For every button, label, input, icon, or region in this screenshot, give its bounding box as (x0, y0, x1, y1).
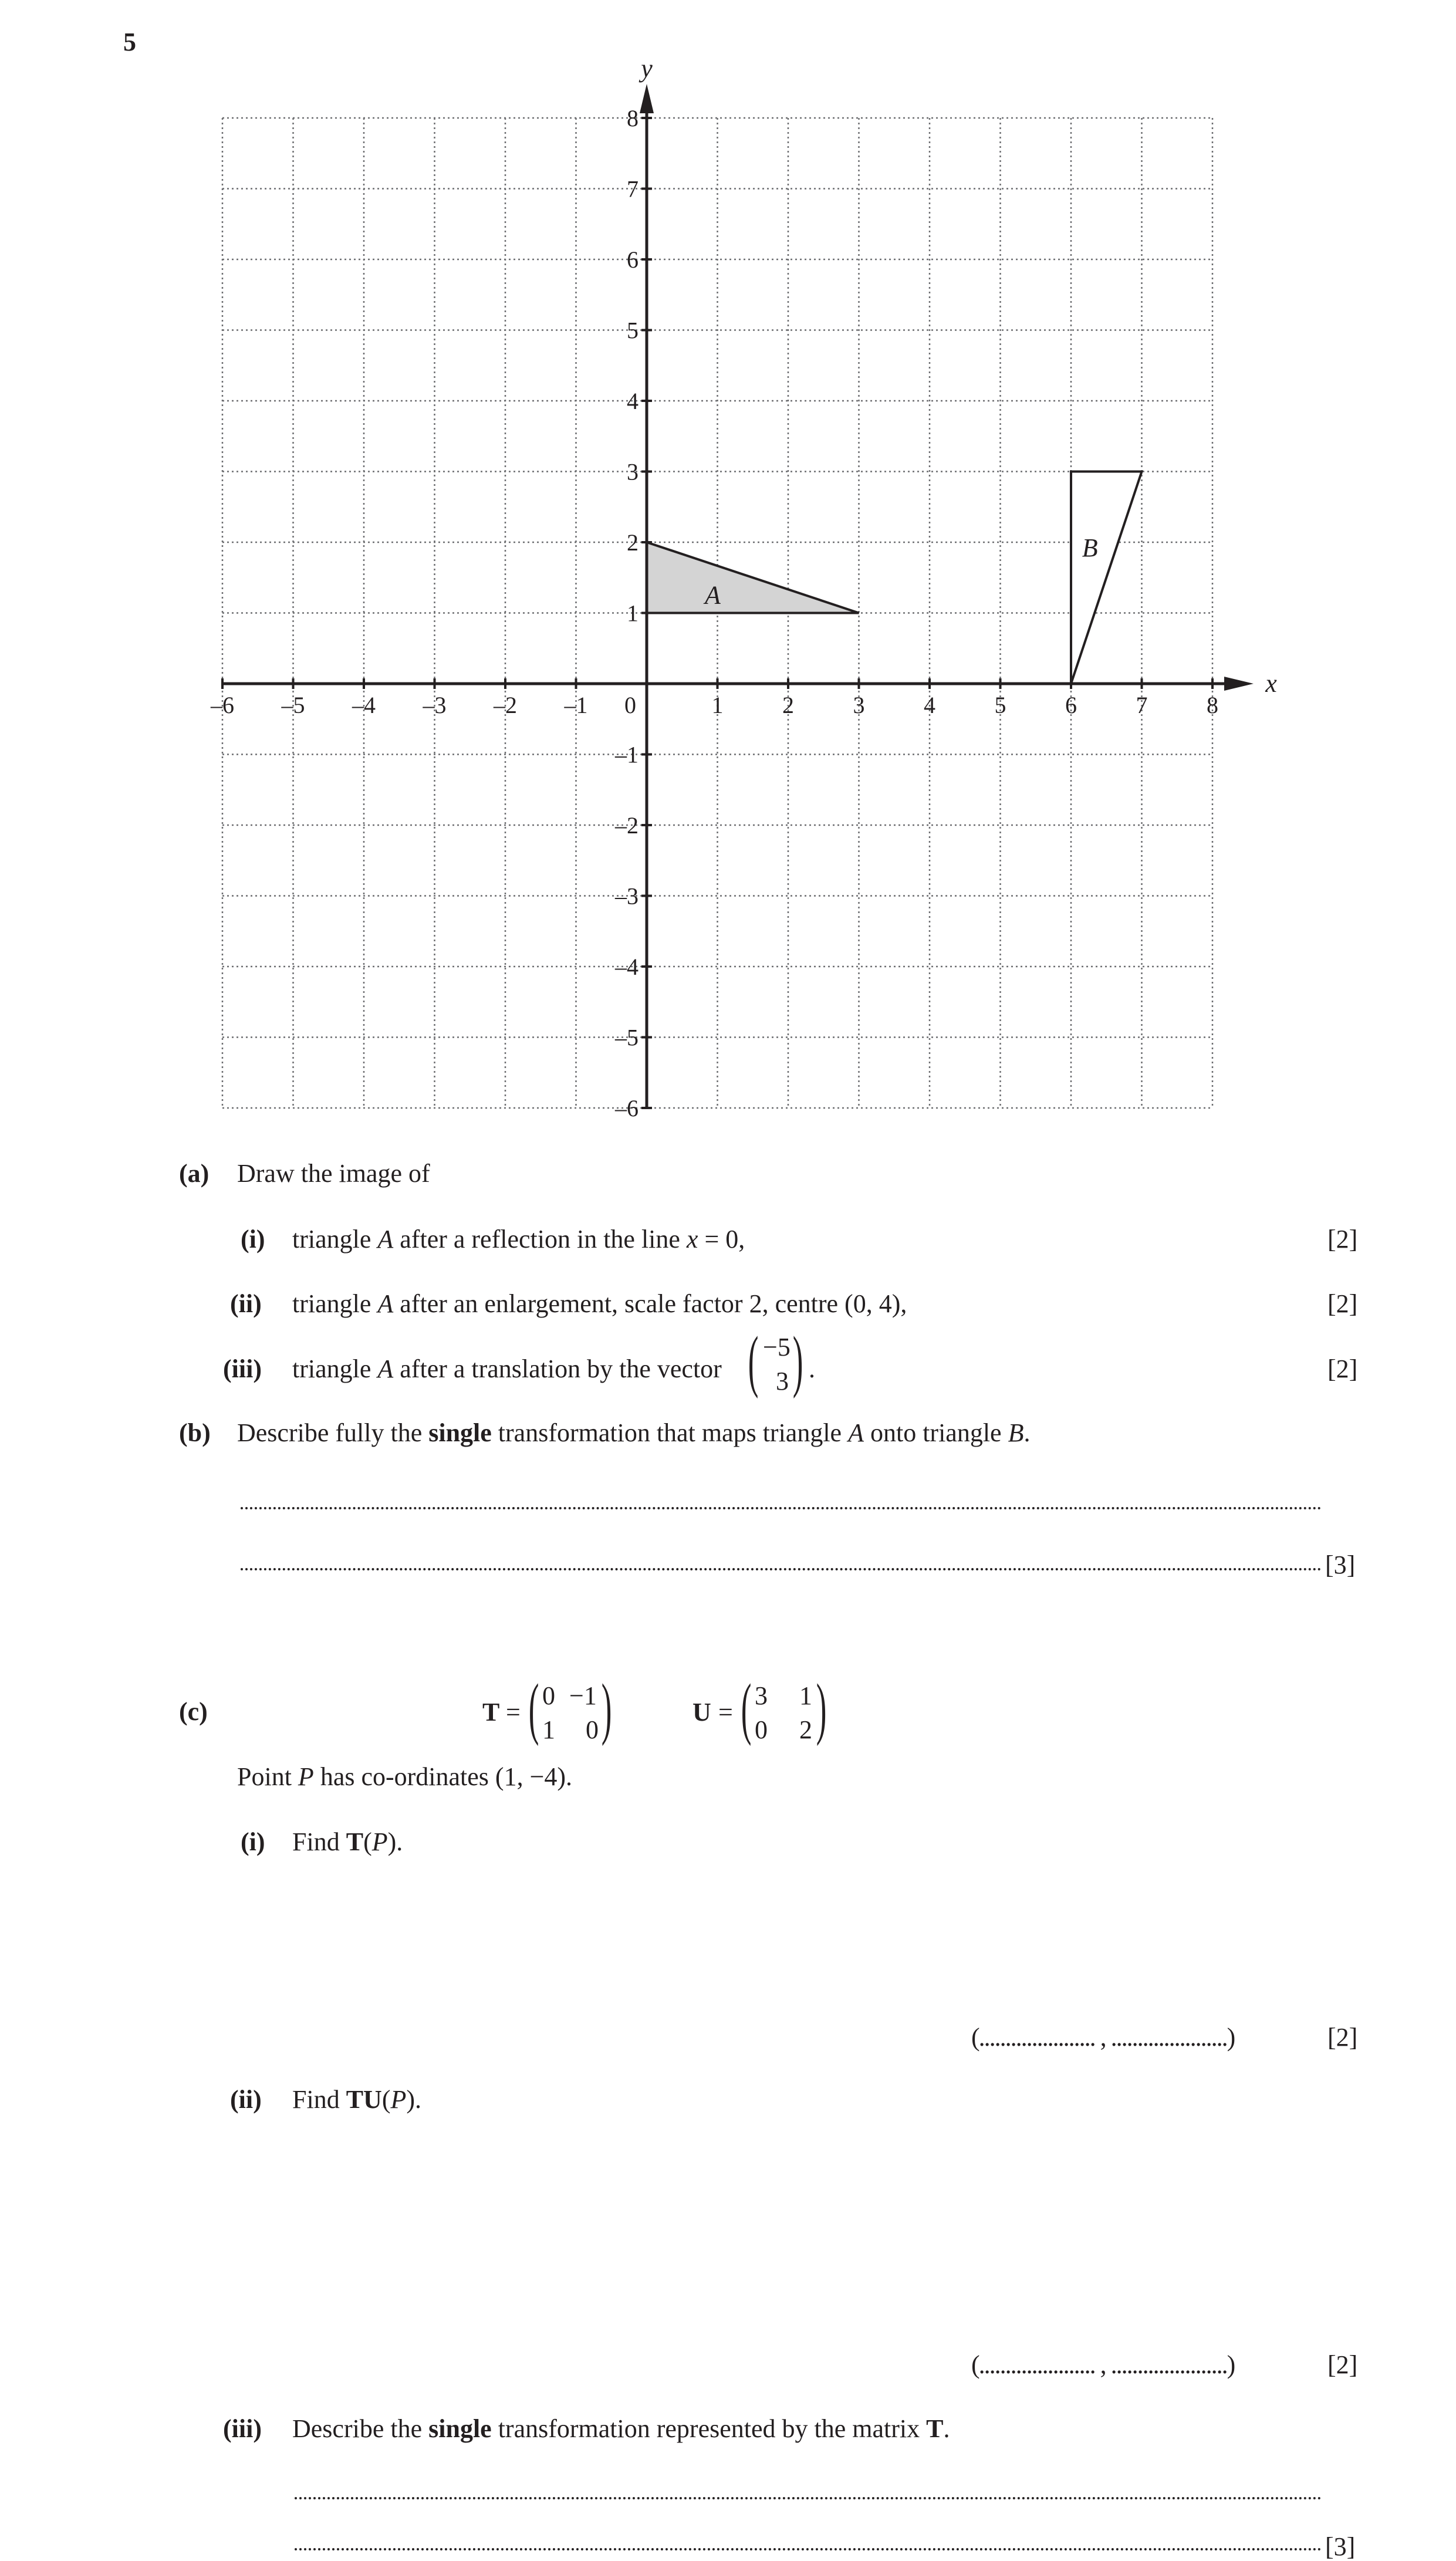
text: = 0, (698, 1225, 745, 1254)
part-c-i-label: (i) (241, 1827, 265, 1856)
text: triangle (292, 1289, 378, 1318)
point-name: P (371, 1827, 388, 1856)
y-tick-label: –1 (615, 741, 639, 768)
part-c-iii-text (292, 2416, 950, 2442)
x-tick-label: 6 (1065, 692, 1077, 718)
y-tick-label: 3 (627, 458, 639, 485)
text: after a translation by the vector (393, 1354, 722, 1383)
y-tick-label: 1 (627, 600, 639, 627)
shape-name: A (848, 1418, 864, 1447)
matrix-ref: T (926, 2414, 944, 2443)
part-a-i-marks: [2] (1327, 1225, 1358, 1254)
part-a-iii-label: (iii) (223, 1354, 262, 1383)
part-b-answer-line-1[interactable] (241, 1507, 1322, 1509)
text: onto triangle (863, 1418, 1008, 1447)
matrix-cell: 0 (755, 1715, 768, 1744)
y-tick-label: –6 (615, 1095, 639, 1121)
text: ( (381, 2085, 391, 2114)
part-c-iii-answer-line-2[interactable] (295, 2548, 1322, 2550)
text: triangle (292, 1225, 378, 1254)
point-p-text (237, 1764, 572, 1790)
y-tick-label: 6 (627, 246, 639, 273)
part-c-label: (c) (179, 1697, 208, 1726)
part-c-i-answer[interactable]: (...................... , ......................) (971, 2023, 1235, 2052)
matrix-cell: 2 (799, 1715, 812, 1744)
part-a-i-label: (i) (241, 1225, 265, 1254)
emphasis: single (428, 2414, 492, 2443)
y-tick-label: 2 (627, 529, 639, 556)
x-tick-label: 7 (1136, 692, 1148, 718)
left-paren: ( (528, 1670, 539, 1746)
part-a-intro: Draw the image of (237, 1159, 430, 1188)
part-c-ii-label: (ii) (230, 2085, 262, 2114)
text: Describe fully the (237, 1418, 429, 1447)
y-tick-label: –2 (615, 812, 639, 839)
text: transformation that maps triangle (491, 1418, 849, 1447)
part-c-ii-answer[interactable]: (...................... , ......................) (971, 2350, 1235, 2379)
equals: = (718, 1698, 733, 1727)
text: . (1023, 1418, 1031, 1447)
x-tick-label: –5 (281, 692, 305, 718)
y-tick-label: 4 (627, 388, 639, 414)
right-paren: ) (792, 1322, 803, 1399)
matrix-cell: 0 (542, 1681, 555, 1710)
text: after a reflection in the line (393, 1225, 687, 1254)
x-tick-label: –1 (564, 692, 588, 718)
part-a-label: (a) (179, 1159, 210, 1188)
x-axis-arrow (1224, 677, 1254, 691)
part-b-answer-line-2[interactable] (241, 1568, 1322, 1570)
part-c-iii-marks: [3] (1325, 2532, 1356, 2561)
part-c-ii-marks: [2] (1327, 2350, 1358, 2379)
matrix-u (692, 1671, 827, 1753)
x-tick-label: –4 (352, 692, 376, 718)
coordinate-grid[interactable] (0, 0, 1456, 1127)
text: ). (387, 1827, 403, 1856)
shape-name: B (1008, 1418, 1024, 1447)
vector-column (748, 1322, 815, 1404)
text: Find (292, 2085, 346, 2114)
matrix-name: U (692, 1698, 711, 1727)
x-axis-label: x (1265, 669, 1277, 698)
point-name: P (390, 2085, 407, 2114)
x-tick-label: 8 (1207, 692, 1218, 718)
part-c-i-marks: [2] (1327, 2023, 1358, 2052)
triangle-b (1071, 472, 1142, 684)
origin-label: 0 (624, 692, 636, 718)
x-tick-label: –3 (423, 692, 447, 718)
vector-top: −5 (763, 1333, 791, 1361)
part-a-ii-marks: [2] (1327, 1289, 1358, 1318)
text: triangle (292, 1354, 378, 1383)
equals: = (506, 1698, 521, 1727)
part-a-ii-label: (ii) (230, 1289, 262, 1318)
part-b-label: (b) (179, 1418, 211, 1447)
part-c-iii-label: (iii) (223, 2414, 262, 2443)
x-tick-label: –2 (494, 692, 517, 718)
shape-label-a: A (705, 580, 721, 610)
x-tick-label: –6 (211, 692, 234, 718)
text: ( (363, 1827, 372, 1856)
y-tick-label: 7 (627, 175, 639, 202)
vector-bottom: 3 (776, 1367, 789, 1396)
x-tick-label: 3 (853, 692, 865, 718)
y-tick-label: –4 (615, 954, 639, 980)
matrix-ref: TU (346, 2085, 382, 2114)
matrix-t (482, 1671, 617, 1753)
shape-label-b: B (1082, 533, 1098, 562)
text: transformation represented by the matrix (491, 2414, 927, 2443)
y-tick-label: 5 (627, 317, 639, 344)
y-tick-label: 8 (627, 105, 639, 131)
text: Point (237, 1762, 298, 1791)
part-c-ii-text (292, 2087, 421, 2113)
point-name: P (298, 1762, 314, 1791)
variable: x (686, 1225, 698, 1254)
left-paren: ( (748, 1322, 759, 1399)
y-tick-label: –3 (615, 883, 639, 910)
matrix-cell: 1 (542, 1715, 555, 1744)
part-c-i-text (292, 1829, 403, 1855)
triangle-a (647, 542, 859, 613)
part-a-ii-text (292, 1291, 907, 1317)
emphasis: single (428, 1418, 492, 1447)
text: . (943, 2414, 950, 2443)
part-a-iii-marks: [2] (1327, 1354, 1358, 1383)
matrix-cell: 3 (755, 1681, 768, 1710)
text: Describe the (292, 2414, 429, 2443)
part-a-i-text (292, 1227, 745, 1252)
text: has co-ordinates (1, −4). (313, 1762, 573, 1791)
matrix-name: T (482, 1698, 500, 1727)
matrix-cell: −1 (569, 1681, 597, 1710)
y-axis-arrow (640, 84, 654, 113)
shape-name: A (377, 1225, 394, 1254)
left-paren: ( (741, 1670, 752, 1746)
matrix-cell: 1 (799, 1681, 812, 1710)
x-tick-label: 1 (711, 692, 724, 718)
text: Find (292, 1827, 346, 1856)
shape-name: A (377, 1354, 394, 1383)
part-b-marks: [3] (1325, 1550, 1356, 1579)
x-tick-label: 2 (782, 692, 794, 718)
matrix-ref: T (346, 1827, 364, 1856)
y-tick-label: –5 (615, 1024, 639, 1051)
x-tick-label: 4 (924, 692, 935, 718)
text: ). (406, 2085, 422, 2114)
right-paren: ) (816, 1670, 827, 1746)
part-c-iii-answer-line-1[interactable] (295, 2497, 1322, 2499)
text: after an enlargement, scale factor 2, centre (0, 4), (393, 1289, 907, 1318)
part-b-text (237, 1420, 1030, 1446)
matrix-cell: 0 (586, 1715, 599, 1744)
shapes (647, 472, 1142, 684)
part-a-iii-text (292, 1356, 722, 1382)
x-tick-label: 5 (994, 692, 1006, 718)
right-paren: ) (601, 1670, 612, 1746)
y-axis-label: y (641, 54, 653, 83)
shape-name: A (377, 1289, 394, 1318)
question-number: 5 (123, 28, 136, 56)
part-a-iii-end: . (809, 1354, 815, 1383)
